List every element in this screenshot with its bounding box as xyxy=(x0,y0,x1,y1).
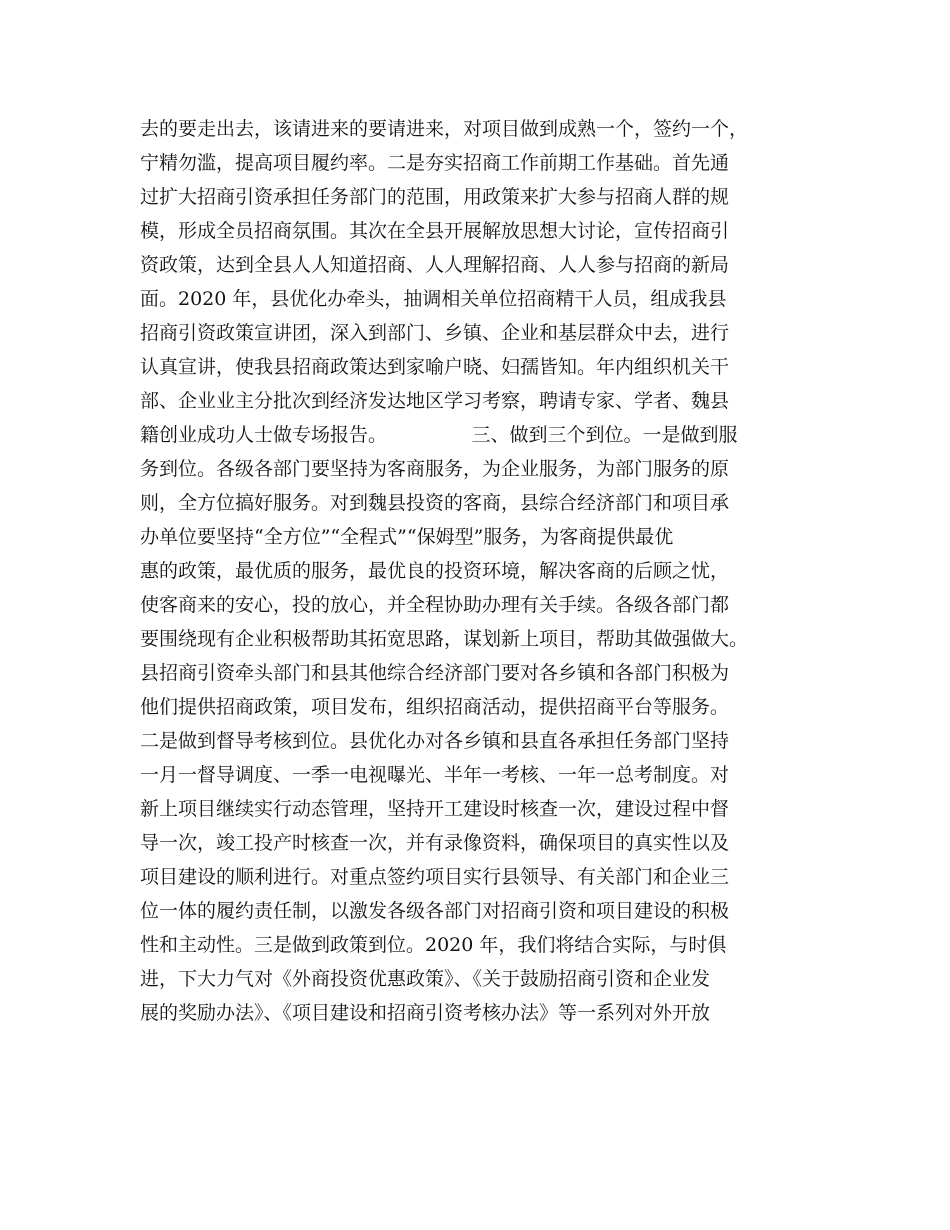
text-line: 宁精勿滥，提高项目履约率。二是夯实招商工作前期工作基础。首先通 xyxy=(140,152,730,174)
text-line: 二是做到督导考核到位。县优化办对各乡镇和县直各承担任务部门坚持 xyxy=(140,730,730,752)
text-line: 则，全方位搞好服务。对到魏县投资的客商，县综合经济部门和项目承 xyxy=(140,492,730,514)
text-line: 资政策，达到全县人人知道招商、人人理解招商、人人参与招商的新局 xyxy=(140,254,730,276)
text-line: 要围绕现有企业积极帮助其拓宽思路，谋划新上项目，帮助其做强做大。 xyxy=(140,628,749,650)
text-line: 认真宣讲，使我县招商政策达到家喻户晓、妇孺皆知。年内组织机关干 xyxy=(140,356,730,378)
text-line: 使客商来的安心，投的放心，并全程协助办理有关手续。各级各部门都 xyxy=(140,594,730,616)
text-line: 面。2020 年，县优化办牵头，抽调相关单位招商精干人员，组成我县 xyxy=(140,288,727,310)
text-line: 模，形成全员招商氛围。其次在全县开展解放思想大讨论，宣传招商引 xyxy=(140,220,730,242)
text-line: 办单位要坚持“全方位”“全程式”“保姆型”服务，为客商提供最优 xyxy=(140,526,674,548)
text-line: 导一次，竣工投产时核查一次，并有录像资料，确保项目的真实性以及 xyxy=(140,832,730,854)
text-line: 他们提供招商政策，项目发布，组织招商活动，提供招商平台等服务。 xyxy=(140,696,730,718)
text-line: 进，下大力气对《外商投资优惠政策》、《关于鼓励招商引资和企业发 xyxy=(140,968,711,990)
text-line: 去的要走出去，该请进来的要请进来，对项目做到成熟一个，签约一个， xyxy=(140,118,749,140)
text-line: 县招商引资牵头部门和县其他综合经济部门要对各乡镇和各部门积极为 xyxy=(140,662,730,684)
text-line: 招商引资政策宣讲团，深入到部门、乡镇、企业和基层群众中去，进行 xyxy=(140,322,730,344)
text-line: 务到位。各级各部门要坚持为客商服务，为企业服务，为部门服务的原 xyxy=(140,458,730,480)
text-line: 籍创业成功人士做专场报告。 三、做到三个到位。一是做到服 xyxy=(140,424,738,446)
text-line: 位一体的履约责任制，以激发各级各部门对招商引资和项目建设的积极 xyxy=(140,900,730,922)
text-line: 过扩大招商引资承担任务部门的范围，用政策来扩大参与招商人群的规 xyxy=(140,186,730,208)
text-line: 部、企业业主分批次到经济发达地区学习考察，聘请专家、学者、魏县 xyxy=(140,390,730,412)
text-line: 新上项目继续实行动态管理，坚持开工建设时核查一次，建设过程中督 xyxy=(140,798,730,820)
text-line: 展的奖励办法》、《项目建设和招商引资考核办法》等一系列对外开放 xyxy=(140,1002,711,1024)
text-line: 项目建设的顺利进行。对重点签约项目实行县领导、有关部门和企业三 xyxy=(140,866,730,888)
body-text xyxy=(140,112,840,1030)
text-line: 性和主动性。三是做到政策到位。2020 年，我们将结合实际，与时俱 xyxy=(140,934,727,956)
text-line: 一月一督导调度、一季一电视曝光、半年一考核、一年一总考制度。对 xyxy=(140,764,730,786)
text-line: 惠的政策，最优质的服务，最优良的投资环境，解决客商的后顾之忧， xyxy=(140,560,730,582)
